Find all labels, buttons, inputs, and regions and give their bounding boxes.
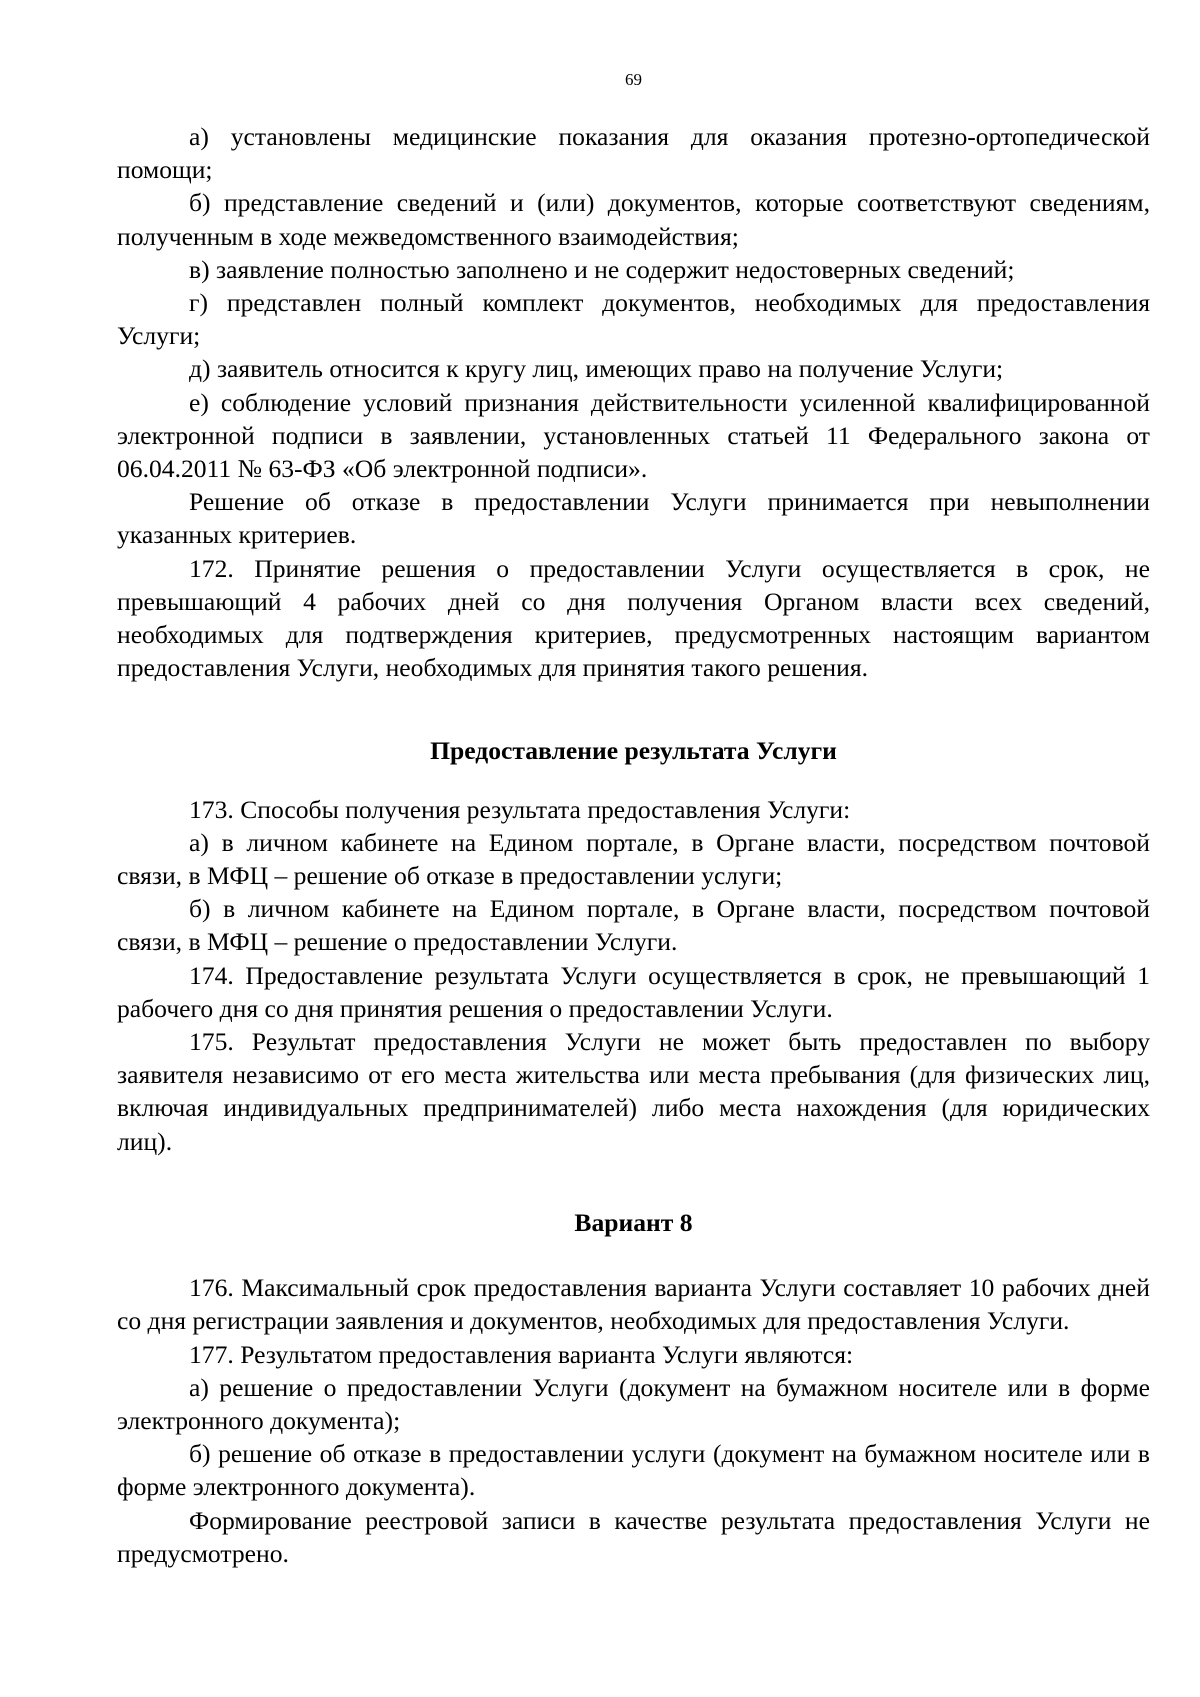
section-heading-variant-8: Вариант 8 (574, 1207, 693, 1237)
paragraph-173-b: б) в личном кабинете на Едином портале, в Органе власти, посредством почтовой связи, в МФЦ – решение о предоставлении Услуги. (117, 894, 1150, 957)
paragraph-refusal-note: Решение об отказе в предоставлении Услуги принимается при невыполнении указанных критериев. (117, 487, 1150, 550)
paragraph-criterion-e: е) соблюдение условий признания действительности усиленной квалифицированной электронной подписи в заявлении, установленных статьей 11 Федерального закона от 06.04.2011 № 63-ФЗ «Об электронной подписи». (117, 387, 1150, 484)
paragraph-174: 174. Предоставление результата Услуги осуществляется в срок, не превышающий 1 рабочего дня со дня принятия решения о предоставлении Услуги. (117, 960, 1150, 1023)
paragraph-177-a: а) решение о предоставлении Услуги (документ на бумажном носителе или в форме электронного документа); (117, 1372, 1150, 1435)
paragraph-172: 172. Принятие решения о предоставлении Услуги осуществляется в срок, не превышающий 4 рабочих дней со дня получения Органом власти всех сведений, необходимых для подтверждения критериев, предусмотренных настоящим вариантом предоставления Услуги, необходимых для принятия такого решения. (117, 553, 1150, 683)
paragraph-175: 175. Результат предоставления Услуги не может быть предоставлен по выбору заявителя независимо от его места жительства или места пребывания (для физических лиц, включая индивидуальных предпринимателей) либо места нахождения (для юридических лиц). (117, 1027, 1150, 1156)
paragraph-registry-note: Формирование реестровой записи в качестве результата предоставления Услуги не предусмотрено. (117, 1505, 1150, 1568)
paragraph-criterion-b: б) представление сведений и (или) документов, которые соответствуют сведениям, полученным в ходе межведомственного взаимодействия; (117, 188, 1150, 251)
page-number: 69 (625, 70, 642, 89)
paragraph-173: 173. Способы получения результата предоставления Услуги: (189, 794, 851, 824)
paragraph-criterion-a: а) установлены медицинские показания для оказания протезно-ортопедической помощи; (117, 122, 1150, 185)
section-heading-result: Предоставление результата Услуги (430, 736, 837, 766)
paragraph-176: 176. Максимальный срок предоставления варианта Услуги составляет 10 рабочих дней со дня регистрации заявления и документов, необходимых для предоставления Услуги. (117, 1273, 1150, 1336)
paragraph-177: 177. Результатом предоставления варианта Услуги являются: (189, 1339, 854, 1369)
paragraph-criterion-d: д) заявитель относится к кругу лиц, имеющих право на получение Услуги; (189, 354, 1004, 384)
paragraph-criterion-v: в) заявление полностью заполнено и не содержит недостоверных сведений; (189, 254, 1015, 284)
paragraph-177-b: б) решение об отказе в предоставлении услуги (документ на бумажном носителе или в форме электронного документа). (117, 1439, 1150, 1502)
paragraph-173-a: а) в личном кабинете на Едином портале, в Органе власти, посредством почтовой связи, в МФЦ – решение об отказе в предоставлении услуги; (117, 827, 1150, 891)
document-body (117, 120, 1150, 1570)
paragraph-criterion-g: г) представлен полный комплект документов, необходимых для предоставления Услуги; (117, 288, 1150, 351)
